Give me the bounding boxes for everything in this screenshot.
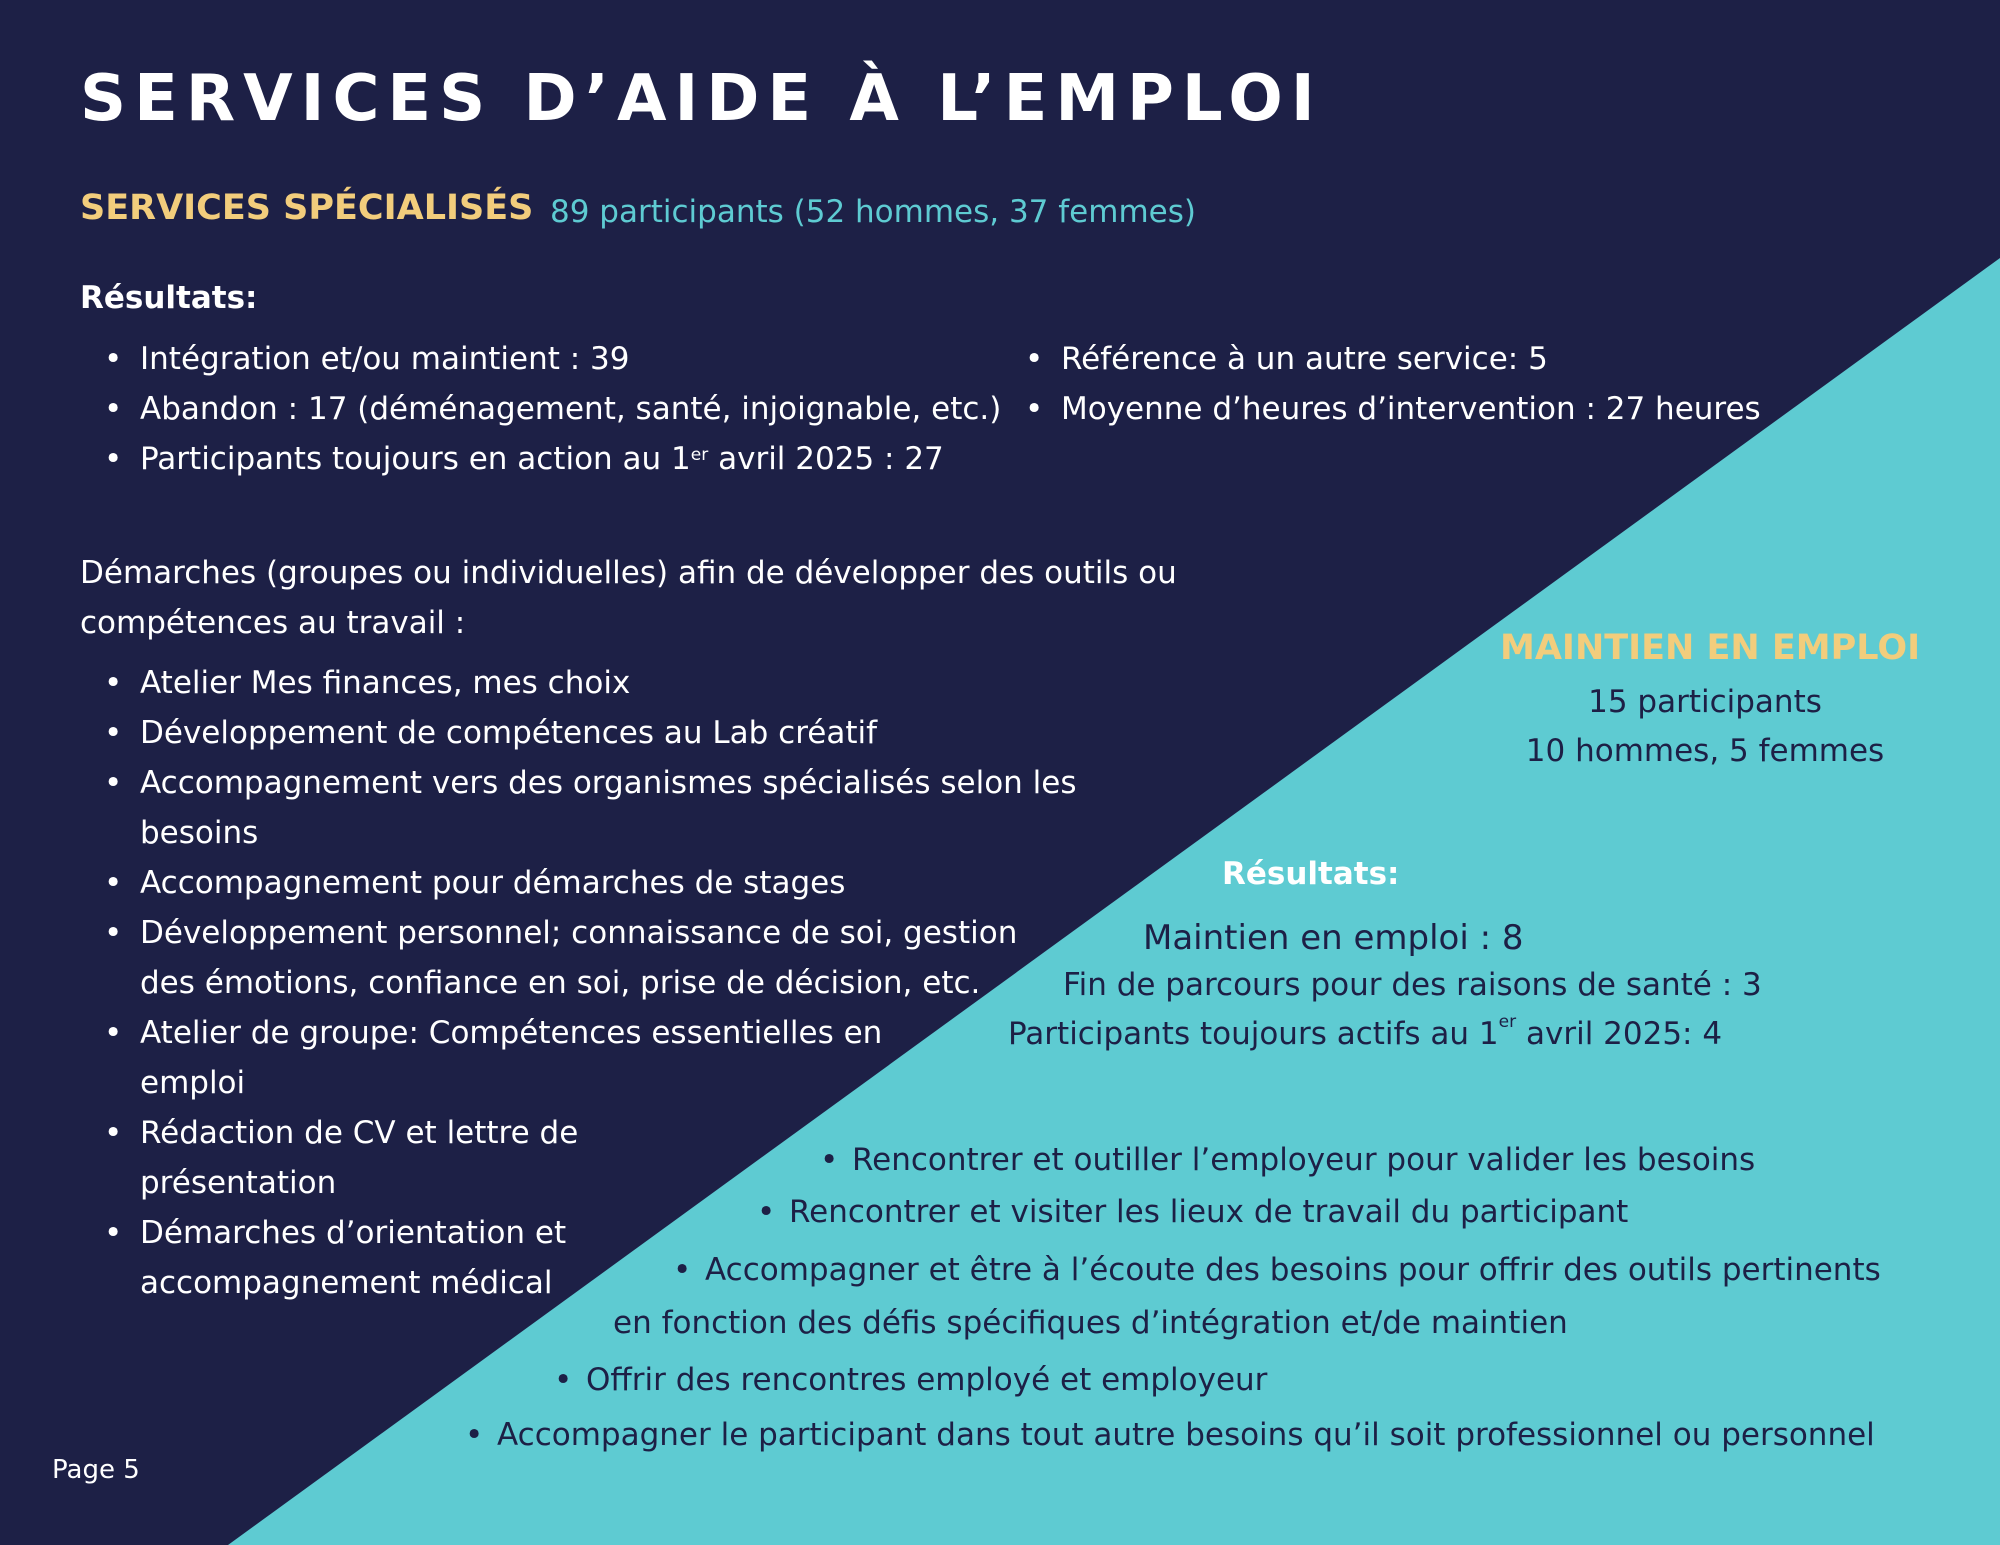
specialized-participants: 89 participants (52 hommes, 37 femmes) — [550, 194, 1196, 230]
list-item: • Intégration et/ou maintient : 39 — [80, 334, 1001, 384]
list-item-continuation: en fonction des défis spécifiques d’intégration et/de maintien — [613, 1305, 1568, 1341]
list-item: • Rencontrer et visiter les lieux de travail du participant — [789, 1194, 1628, 1230]
maintien-results-label: Résultats: — [1222, 856, 1400, 892]
list-item: • Offrir des rencontres employé et employeur — [586, 1362, 1267, 1398]
maintien-gender: 10 hommes, 5 femmes — [1525, 733, 1885, 769]
list-item: • Démarches d’orientation et accompagnement médical — [80, 1208, 680, 1308]
steps-intro: Démarches (groupes ou individuelles) afin de développer des outils ou compétences au travail : — [80, 555, 1177, 641]
maintien-result: Maintien en emploi : 8 — [1143, 918, 1524, 958]
specialized-results-right — [1001, 334, 1761, 434]
list-item: • Rédaction de CV et lettre de présentation — [80, 1108, 680, 1208]
maintien-participants: 15 participants — [1588, 684, 1822, 720]
page-title: SERVICES D’AIDE À L’EMPLOI — [80, 62, 1323, 136]
list-item: • Atelier de groupe: Compétences essentielles en emploi — [80, 1008, 900, 1108]
list-item: • Accompagner et être à l’écoute des besoins pour offrir des outils pertinents — [705, 1252, 1881, 1288]
list-item: • Développement de compétences au Lab créatif — [80, 708, 1130, 758]
list-item: • Moyenne d’heures d’intervention : 27 heures — [1001, 384, 1761, 434]
list-item: • Participants toujours en action au 1er avril 2025 : 27 — [80, 434, 1001, 484]
list-item: • Référence à un autre service: 5 — [1001, 334, 1761, 384]
maintien-result: Participants toujours actifs au 1er avril 2025: 4 — [1008, 1012, 1723, 1052]
list-item: • Abandon : 17 (déménagement, santé, injoignable, etc.) — [80, 384, 1001, 434]
list-item: • Atelier Mes finances, mes choix — [80, 658, 1130, 708]
maintien-result: Fin de parcours pour des raisons de santé : 3 — [1063, 967, 1762, 1003]
specialized-heading: SERVICES SPÉCIALISÉS — [80, 188, 534, 228]
list-item: • Accompagnement vers des organismes spécialisés selon les besoins — [80, 758, 1130, 858]
maintien-heading: MAINTIEN EN EMPLOI — [1500, 628, 1921, 668]
list-item: • Accompagnement pour démarches de stages — [80, 858, 1130, 908]
specialized-results-left — [80, 334, 1001, 484]
specialized-results-label: Résultats: — [80, 280, 258, 316]
list-item: • Accompagner le participant dans tout autre besoins qu’il soit professionnel ou personnel — [497, 1417, 1875, 1453]
page-number: Page 5 — [52, 1455, 140, 1485]
list-item: • Développement personnel; connaissance de soi, gestion des émotions, confiance en soi, prise de décision, etc. — [80, 908, 1070, 1008]
list-item: • Rencontrer et outiller l’employeur pour valider les besoins — [852, 1142, 1755, 1178]
